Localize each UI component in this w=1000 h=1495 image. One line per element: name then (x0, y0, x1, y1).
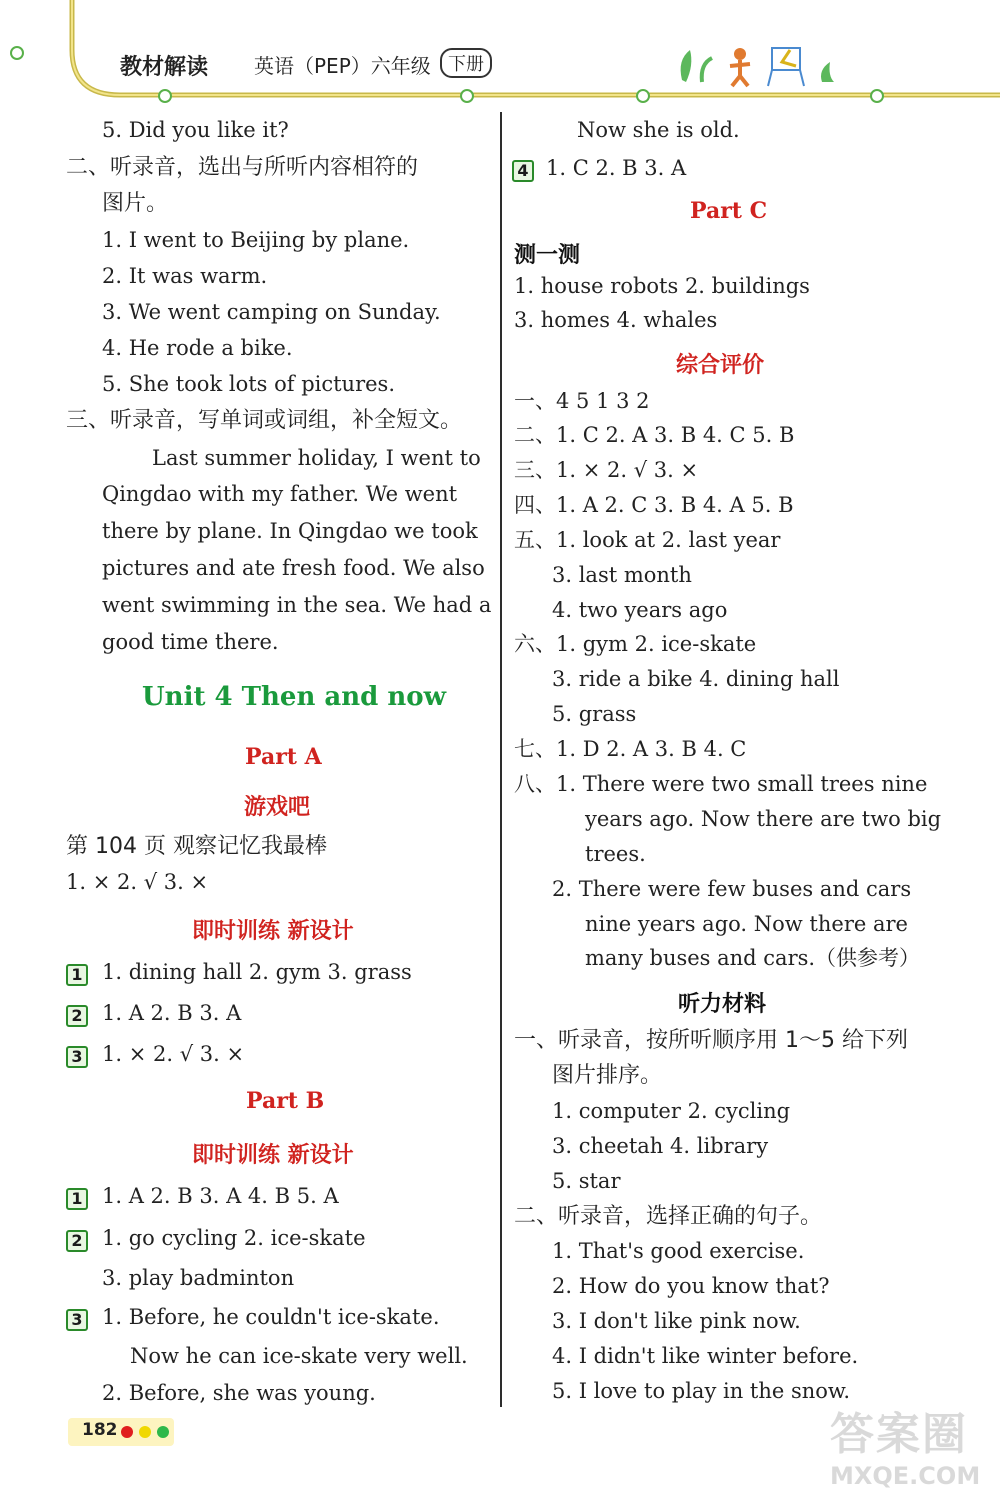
text-line: 2. How do you know that? (552, 1274, 830, 1298)
text-line: 3. homes 4. whales (514, 308, 718, 332)
text-line: 六、1. gym 2. ice-skate (514, 632, 757, 656)
text-line: 三、1. × 2. √ 3. × (514, 458, 699, 482)
text-line: 五、1. look at 2. last year (514, 528, 781, 552)
text-line: 三、听录音，写单词或词组，补全短文。 (66, 408, 463, 433)
text-line: 1. go cycling 2. ice-skate (102, 1226, 366, 1250)
text-line: 1. × 2. √ 3. × (66, 870, 209, 894)
text-line: 1. dining hall 2. gym 3. grass (102, 960, 412, 984)
text-line: 4. He rode a bike. (102, 336, 293, 360)
text-line: good time there. (102, 630, 279, 654)
text-line: trees. (585, 842, 646, 866)
text-line: 1. Before, he couldn't ice-skate. (102, 1305, 440, 1329)
text-line: 5. grass (552, 702, 637, 726)
text-line: 5. She took lots of pictures. (102, 372, 395, 396)
green-dot-icon (157, 1426, 169, 1438)
watermark-logo (830, 1398, 980, 1490)
text-line: Now she is old. (577, 118, 740, 142)
text-line: Qingdao with my father. We went (102, 482, 458, 506)
text-line: 2. There were few buses and cars (552, 877, 912, 901)
text-line: 3. last month (552, 563, 692, 587)
text-line: there by plane. In Qingdao we took (102, 519, 478, 543)
text-line: many buses and cars.（供参考） (585, 946, 921, 970)
yellow-dot-icon (139, 1426, 151, 1438)
red-dot-icon (121, 1426, 133, 1438)
text-line: 2. Before, she was young. (102, 1381, 376, 1405)
header-dot (10, 46, 24, 60)
text-line: 1. house robots 2. buildings (514, 274, 810, 298)
text-line: 图片排序。 (552, 1063, 663, 1088)
exercise-number-badge: 2 (66, 1005, 88, 1027)
text-line: 图片。 (102, 191, 169, 216)
text-line: 4. two years ago (552, 598, 728, 622)
page-footer (68, 1418, 174, 1446)
watermark-en: MXQE.COM (830, 1462, 981, 1490)
exercise-number-badge: 2 (66, 1230, 88, 1252)
exercise-number-badge: 1 (66, 1188, 88, 1210)
text-line: 3. We went camping on Sunday. (102, 300, 441, 324)
text-line: 4. I didn't like winter before. (552, 1344, 859, 1368)
section-heading: 游戏吧 (244, 795, 311, 820)
text-line: 3. play badminton (102, 1266, 295, 1290)
exercise-number-badge: 4 (512, 160, 534, 182)
text-line: 二、1. C 2. A 3. B 4. C 5. B (514, 423, 795, 447)
text-line: 1. C 2. B 3. A (546, 156, 687, 180)
text-line: 2. It was warm. (102, 264, 268, 288)
section-heading: 即时训练 新设计 (192, 919, 354, 944)
text-line: 四、1. A 2. C 3. B 4. A 5. B (514, 493, 794, 517)
header-dot (870, 89, 884, 103)
text-line: 1. A 2. B 3. A (102, 1001, 242, 1025)
header-dot (158, 89, 172, 103)
text-line: Last summer holiday, I went to (152, 446, 481, 470)
section-heading: Unit 4 Then and now (142, 682, 447, 712)
text-line: 5. Did you like it? (102, 118, 289, 142)
text-line: 一、4 5 1 3 2 (514, 389, 650, 413)
text-line: 七、1. D 2. A 3. B 4. C (514, 737, 747, 761)
text-line: 1. I went to Beijing by plane. (102, 228, 410, 252)
text-line: Now he can ice-skate very well. (130, 1344, 468, 1368)
section-heading: Part C (690, 198, 768, 224)
text-line: 一、听录音，按所听顺序用 1～5 给下列 (514, 1028, 908, 1053)
header-dot (636, 89, 650, 103)
text-line: 1. computer 2. cycling (552, 1099, 791, 1123)
section-heading: 即时训练 新设计 (192, 1143, 354, 1168)
section-heading: 听力材料 (678, 992, 767, 1017)
text-line: 第 104 页 观察记忆我最棒 (66, 834, 327, 859)
text-line: 3. ride a bike 4. dining hall (552, 667, 840, 691)
page-number: 182 (82, 1420, 118, 1440)
book-title: 教材解读 (120, 55, 209, 80)
book-subtitle: 英语（PEP）六年级 (254, 54, 431, 78)
volume-badge: 下册 (440, 48, 492, 78)
text-line: 1. × 2. √ 3. × (102, 1042, 245, 1066)
section-heading: 测一测 (514, 243, 581, 268)
column-divider (500, 112, 502, 1407)
header-dot (460, 89, 474, 103)
section-heading: 综合评价 (676, 353, 765, 378)
text-line: 1. A 2. B 3. A 4. B 5. A (102, 1184, 339, 1208)
text-line: went swimming in the sea. We had a (102, 593, 492, 617)
section-heading: Part A (245, 744, 322, 770)
exercise-number-badge: 1 (66, 964, 88, 986)
section-heading: Part B (246, 1088, 325, 1114)
text-line: 二、听录音，选出与所听内容相符的 (66, 155, 419, 180)
text-line: 3. I don't like pink now. (552, 1309, 801, 1333)
text-line: 二、听录音，选择正确的句子。 (514, 1204, 823, 1229)
exercise-number-badge: 3 (66, 1046, 88, 1068)
text-line: 八、1. There were two small trees nine (514, 772, 928, 796)
text-line: years ago. Now there are two big (585, 807, 942, 831)
exercise-number-badge: 3 (66, 1309, 88, 1331)
text-line: 3. cheetah 4. library (552, 1134, 769, 1158)
watermark-cn: 答案圈 (830, 1409, 968, 1460)
text-line: pictures and ate fresh food. We also (102, 556, 485, 580)
text-line: 5. I love to play in the snow. (552, 1379, 851, 1403)
text-line: nine years ago. Now there are (585, 912, 908, 936)
decor-figures-icon (672, 40, 852, 90)
text-line: 1. That's good exercise. (552, 1239, 805, 1263)
text-line: 5. star (552, 1169, 621, 1193)
